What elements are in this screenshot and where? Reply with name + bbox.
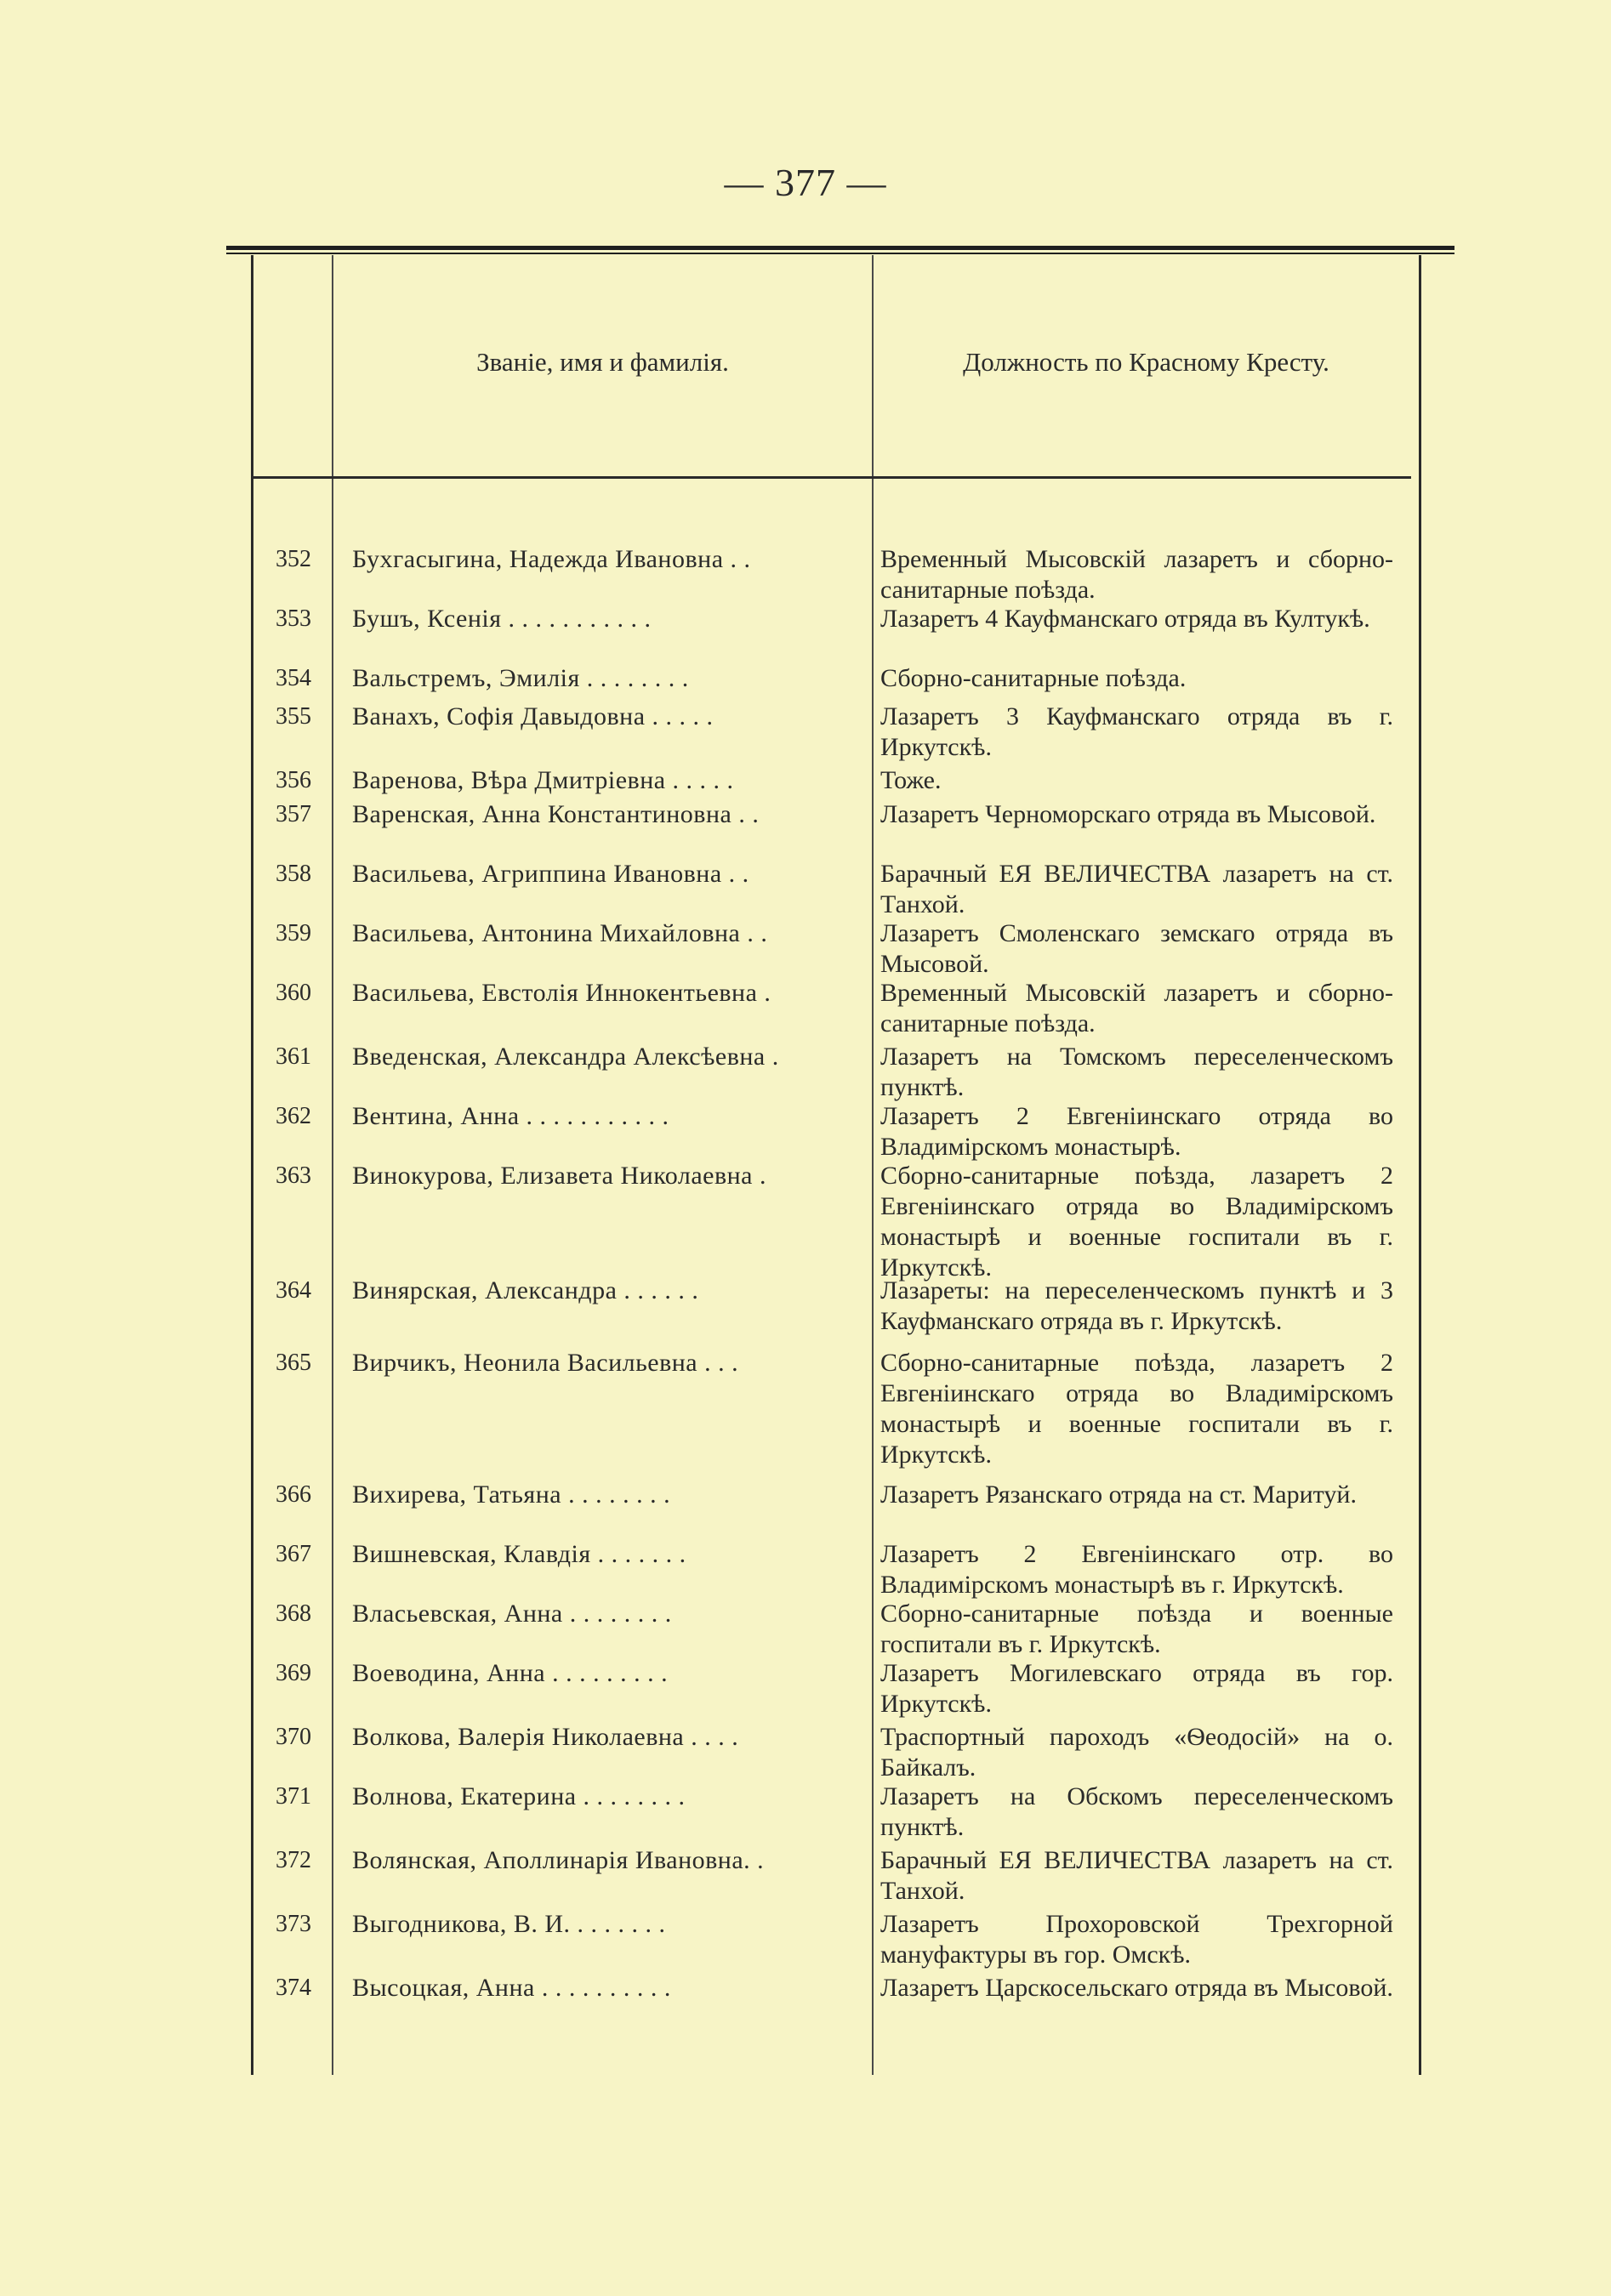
- table-top-rule: [226, 246, 1454, 250]
- row-number: 367: [276, 1541, 311, 1567]
- row-number: 372: [276, 1847, 311, 1873]
- row-number: 354: [276, 665, 311, 691]
- row-number: 369: [276, 1660, 311, 1686]
- row-number: 366: [276, 1481, 311, 1508]
- table-row: [0, 978, 1393, 1039]
- row-name: Винокурова, Елизавета Николаевна .: [352, 1162, 766, 1190]
- table-row: [0, 859, 1393, 920]
- row-name: Волнова, Екатерина . . . . . . . .: [352, 1782, 686, 1810]
- row-number: 373: [276, 1911, 311, 1937]
- row-number: 374: [276, 1975, 311, 2001]
- row-position: Сборно-санитарные поѣзда.: [880, 664, 1187, 692]
- row-name: Выгодникова, В. И. . . . . . . .: [352, 1910, 666, 1938]
- row-position: Лазаретъ 3 Кауфманскаго отряда въ г. Иркутскѣ.: [880, 702, 1393, 761]
- row-name: Ванахъ, Софія Давыдовна . . . . .: [352, 702, 714, 730]
- row-number: 363: [276, 1162, 311, 1189]
- table-top-rule-thin: [226, 253, 1454, 254]
- row-name: Власьевская, Анна . . . . . . . .: [352, 1600, 672, 1628]
- row-number: 357: [276, 801, 311, 827]
- row-name: Вирчикъ, Неонила Васильевна . . .: [352, 1349, 739, 1377]
- table-row: [0, 1161, 1393, 1283]
- row-name: Бухгасыгина, Надежда Ивановна . .: [352, 545, 751, 573]
- row-number: 356: [276, 767, 311, 793]
- row-position: Барачный ЕЯ ВЕЛИЧЕСТВА лазаретъ на ст. Танхой.: [880, 860, 1393, 918]
- table-row: [0, 1348, 1393, 1470]
- row-number: 360: [276, 980, 311, 1006]
- row-position: Временный Мысовскій лазаретъ и сборно-санитарные поѣзда.: [880, 979, 1393, 1037]
- row-name: Варенова, Вѣра Дмитріевна . . . . .: [352, 766, 734, 794]
- table-row: [0, 1539, 1393, 1600]
- row-number: 370: [276, 1724, 311, 1750]
- row-position: Лазаретъ Смоленскаго земскаго отряда въ Мысовой.: [880, 919, 1393, 978]
- table-row: [0, 663, 1393, 694]
- row-position: Лазареты: на переселенческомъ пунктѣ и 3 Кауфманскаго отряда въ г. Иркутскѣ.: [880, 1276, 1393, 1335]
- row-name: Вентина, Анна . . . . . . . . . . .: [352, 1102, 669, 1130]
- row-position: Лазаретъ 4 Кауфманскаго отряда въ Култукѣ.: [880, 605, 1370, 633]
- row-name: Васильева, Антонина Михайловна . .: [352, 919, 768, 947]
- table-row: [0, 1042, 1393, 1103]
- table-row: [0, 702, 1393, 763]
- row-position: Траспортный пароходъ «Ѳеодосій» на о. Байкалъ.: [880, 1723, 1393, 1782]
- page-number: — 377 —: [724, 161, 887, 204]
- row-name: Васильева, Евстолія Иннокентьевна .: [352, 979, 771, 1007]
- row-name: Винярская, Александра . . . . . .: [352, 1276, 699, 1304]
- row-position: Лазаретъ на Обскомъ переселенческомъ пунктѣ.: [880, 1782, 1393, 1841]
- table-row: [0, 1782, 1393, 1843]
- row-position: Сборно-санитарные поѣзда, лазаретъ 2 Евгеніинскаго отряда во Владимірскомъ монастырѣ и военные госпитали въ г. Иркутскѣ.: [880, 1162, 1393, 1282]
- row-position: Лазаретъ Царскосельскаго отряда въ Мысовой.: [880, 1974, 1393, 2002]
- table-row: [0, 1658, 1393, 1719]
- table-right-border: [1419, 255, 1421, 2075]
- row-position: Лазаретъ 2 Евгеніинскаго отр. во Владимірскомъ монастырѣ въ г. Иркутскѣ.: [880, 1540, 1393, 1599]
- row-position: Лазаретъ Черноморскаго отряда въ Мысовой.: [880, 800, 1376, 828]
- row-number: 365: [276, 1350, 311, 1376]
- table-row: [0, 544, 1393, 605]
- table-row: [0, 1973, 1393, 2003]
- row-number: 371: [276, 1783, 311, 1810]
- row-name: Бушъ, Ксенія . . . . . . . . . . .: [352, 605, 652, 633]
- row-name: Вальстремъ, Эмилія . . . . . . . .: [352, 664, 689, 692]
- row-name: Воеводина, Анна . . . . . . . . .: [352, 1659, 669, 1687]
- row-position: Лазаретъ Рязанскаго отряда на ст. Маритуй.: [880, 1480, 1357, 1509]
- row-position: Лазаретъ Прохоровской Трехгорной мануфактуры въ гор. Омскѣ.: [880, 1910, 1393, 1969]
- row-number: 353: [276, 605, 311, 632]
- row-name: Высоцкая, Анна . . . . . . . . . .: [352, 1974, 671, 2002]
- table-row: [0, 799, 1393, 830]
- row-name: Вишневская, Клавдія . . . . . . .: [352, 1540, 686, 1568]
- row-position: Сборно-санитарные поѣзда и военные госпитали въ г. Иркутскѣ.: [880, 1600, 1393, 1658]
- row-position: Сборно-санитарные поѣзда, лазаретъ 2 Евгеніинскаго отряда во Владимірскомъ монастырѣ и военные госпитали въ г. Иркутскѣ.: [880, 1349, 1393, 1469]
- row-number: 362: [276, 1103, 311, 1129]
- row-number: 358: [276, 861, 311, 887]
- row-number: 361: [276, 1043, 311, 1070]
- table-row: [0, 1101, 1393, 1162]
- row-name: Введенская, Александра Алексѣевна .: [352, 1043, 779, 1071]
- table-row: [0, 1276, 1393, 1337]
- row-name: Волкова, Валерія Николаевна . . . .: [352, 1723, 739, 1751]
- table-row: [0, 604, 1393, 634]
- table-row: [0, 765, 1393, 796]
- row-name: Варенская, Анна Константиновна . .: [352, 800, 760, 828]
- table-row: [0, 1599, 1393, 1660]
- table-row: [0, 1909, 1393, 1970]
- header-bottom-rule: [252, 476, 1411, 479]
- row-number: 368: [276, 1600, 311, 1627]
- table-row: [0, 918, 1393, 980]
- row-name: Вихирева, Татьяна . . . . . . . .: [352, 1480, 671, 1509]
- table-row: [0, 1480, 1393, 1510]
- table-row: [0, 1722, 1393, 1783]
- row-position: Барачный ЕЯ ВЕЛИЧЕСТВА лазаретъ на ст. Танхой.: [880, 1846, 1393, 1905]
- row-number: 359: [276, 920, 311, 946]
- row-position: Лазаретъ 2 Евгеніинскаго отряда во Владимірскомъ монастырѣ.: [880, 1102, 1393, 1161]
- table-row: [0, 1845, 1393, 1907]
- row-number: 352: [276, 546, 311, 572]
- column-header-name: Званіе, имя и фамилія.: [476, 347, 729, 377]
- row-position: Лазаретъ на Томскомъ переселенческомъ пунктѣ.: [880, 1043, 1393, 1101]
- row-name: Волянская, Аполлинарія Ивановна. .: [352, 1846, 765, 1874]
- row-number: 364: [276, 1277, 311, 1304]
- row-number: 355: [276, 703, 311, 730]
- row-position: Временный Мысовскій лазаретъ и сборно-санитарные поѣзда.: [880, 545, 1393, 604]
- row-name: Васильева, Агриппина Ивановна . .: [352, 860, 749, 888]
- row-position: Лазаретъ Могилевскаго отряда въ гор. Иркутскѣ.: [880, 1659, 1393, 1718]
- row-position: Тоже.: [880, 766, 942, 794]
- column-header-position: Должность по Красному Кресту.: [963, 347, 1329, 377]
